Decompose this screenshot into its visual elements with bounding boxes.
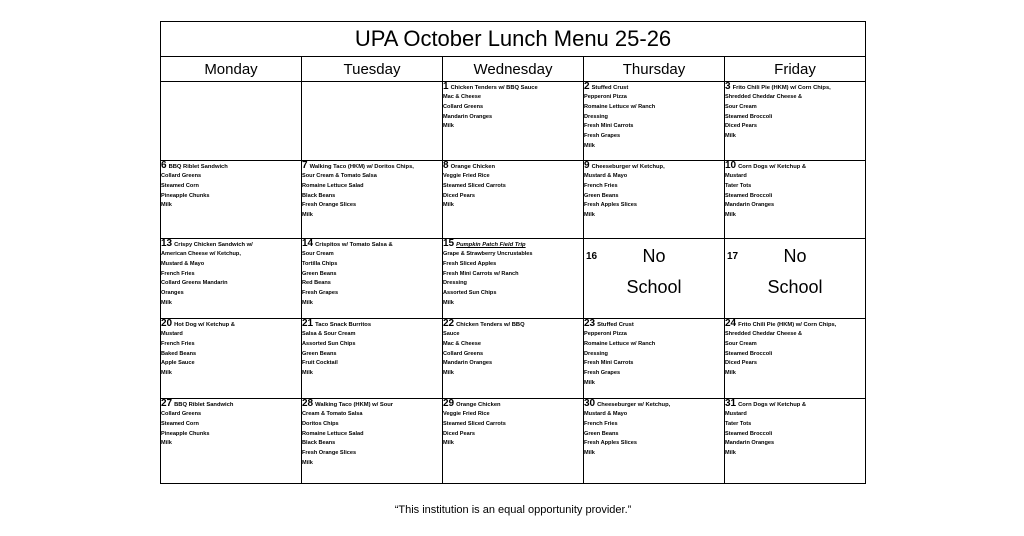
menu-item: Mustard — [725, 411, 747, 417]
week-row — [161, 319, 866, 399]
menu-item: Assorted Sun Chips — [302, 340, 356, 347]
entree-line — [302, 239, 442, 250]
entree-name: Cheeseburger w/ Ketchup, — [597, 402, 671, 408]
date-number: 6 — [161, 160, 167, 171]
entree-name: Corn Dogs w/ Ketchup & — [738, 402, 807, 408]
entree-line — [443, 161, 583, 172]
menu-item: Fresh Orange Slices — [302, 450, 357, 457]
menu-item: Milk — [584, 142, 595, 149]
entree-line — [443, 239, 583, 250]
menu-item: Fresh Apples Slices — [584, 440, 637, 447]
day-cell-monday — [161, 161, 302, 239]
menu-item: French Fries — [161, 340, 195, 347]
menu-item: Collard Greens — [443, 350, 484, 357]
menu-item: Dressing — [584, 113, 608, 120]
day-cell-monday — [161, 319, 302, 399]
field-trip-label: Pumpkin Patch Field Trip — [456, 242, 526, 248]
menu-item: Collard Greens — [443, 103, 484, 110]
entree-line — [161, 319, 301, 330]
entree-name: Cheeseburger w/ Ketchup, — [591, 164, 665, 170]
menu-item: Fresh Sliced Apples — [443, 260, 497, 267]
menu-item: Mustard — [161, 331, 183, 337]
day-cell-friday — [725, 82, 866, 161]
menu-item: Dressing — [443, 280, 467, 287]
entree-name: Crispy Chicken Sandwich w/ — [174, 242, 253, 248]
date-number: 13 — [161, 238, 173, 249]
menu-item: Fresh Mini Carrots w/ Ranch — [443, 270, 519, 277]
menu-item: Sour Cream & Tomato Salsa — [302, 173, 377, 179]
menu-item: Mandarin Oranges — [725, 440, 775, 447]
date-number: 30 — [584, 398, 596, 409]
entree-name: Crispitos w/ Tomato Salsa & — [315, 242, 393, 248]
menu-item: Mandarin Oranges — [725, 202, 775, 209]
date-number: 17 — [727, 251, 739, 262]
menu-item: Mustard & Mayo — [161, 260, 205, 267]
menu-item: Milk — [161, 370, 172, 377]
day-cell-thursday — [584, 161, 725, 239]
entree-name: Walking Taco (HKM) w/ Sour — [315, 402, 394, 408]
entree-line — [161, 161, 301, 172]
no-school-line: No — [783, 246, 807, 266]
week-row — [161, 161, 866, 239]
date-number: 22 — [443, 318, 455, 329]
menu-item: Green Beans — [302, 350, 337, 357]
menu-item: Diced Pears — [443, 430, 476, 437]
menu-item: Apple Sauce — [161, 360, 195, 367]
menu-item: Cream & Tomato Salsa — [302, 411, 363, 417]
menu-item: Mac & Cheese — [443, 94, 481, 100]
no-school-text — [725, 241, 865, 303]
entree-name: Orange Chicken — [450, 164, 496, 170]
day-cell-tuesday — [302, 239, 443, 319]
day-cell-tuesday — [302, 82, 443, 161]
entree-name: Taco Snack Burritos — [315, 322, 372, 328]
menu-table — [160, 21, 866, 484]
menu-item: Dressing — [584, 350, 608, 357]
entree-name: Frito Chili Pie (HKM) w/ Corn Chips, — [738, 322, 837, 328]
menu-item: Oranges — [161, 290, 184, 297]
day-cell-tuesday — [302, 399, 443, 484]
week-row — [161, 399, 866, 484]
week-row — [161, 82, 866, 161]
menu-item: French Fries — [161, 270, 195, 277]
menu-item: Pineapple Chunks — [161, 430, 210, 437]
menu-item: Milk — [584, 450, 595, 457]
menu-item: Milk — [161, 202, 172, 209]
menu-item: Veggie Fried Rice — [443, 173, 490, 179]
menu-item: Pepperoni Pizza — [584, 94, 627, 100]
day-cell-thursday — [584, 319, 725, 399]
menu-title: UPA October Lunch Menu 25-26 — [161, 22, 866, 57]
menu-item: Fresh Mini Carrots — [584, 123, 634, 130]
entree-line — [443, 319, 583, 330]
menu-item: Fruit Cocktail — [302, 360, 338, 367]
entree-name: Corn Dogs w/ Ketchup & — [738, 164, 807, 170]
entree-line — [302, 399, 442, 410]
day-cell-monday — [161, 82, 302, 161]
menu-item: Romaine Lettuce Salad — [302, 182, 364, 189]
day-cell-thursday — [584, 82, 725, 161]
menu-item: Mustard & Mayo — [584, 411, 628, 417]
day-header-thursday: Thursday — [584, 57, 725, 82]
no-school-line: No — [642, 246, 666, 266]
menu-item: French Fries — [584, 182, 618, 189]
menu-item: Milk — [443, 202, 454, 209]
no-school-block — [584, 239, 724, 315]
date-number: 29 — [443, 398, 455, 409]
menu-item: Diced Pears — [443, 192, 476, 199]
date-number: 10 — [725, 160, 737, 171]
entree-name: Orange Chicken — [456, 402, 501, 408]
day-cell-wednesday — [443, 82, 584, 161]
menu-item: Grape & Strawberry Uncrustables — [443, 251, 533, 257]
menu-item: Shredded Cheddar Cheese & — [725, 94, 803, 100]
menu-item: Milk — [161, 299, 172, 306]
day-cell-thursday — [584, 239, 725, 319]
menu-item: Steamed Broccoli — [725, 430, 773, 437]
day-cell-monday — [161, 239, 302, 319]
day-cell-monday — [161, 399, 302, 484]
menu-item: Milk — [302, 212, 313, 219]
menu-item: Mandarin Oranges — [443, 113, 493, 120]
entree-line — [725, 82, 865, 93]
date-number: 28 — [302, 398, 314, 409]
day-cell-tuesday — [302, 161, 443, 239]
menu-item: Steamed Sliced Carrots — [443, 182, 506, 189]
menu-item: Pepperoni Pizza — [584, 331, 627, 337]
menu-item: Sour Cream — [302, 251, 334, 257]
menu-item: Milk — [443, 123, 454, 130]
menu-item: Mandarin Oranges — [443, 360, 493, 367]
entree-line — [584, 319, 724, 330]
no-school-block — [725, 239, 865, 315]
equal-opportunity-statement: “This institution is an equal opportunity provider.” — [394, 504, 632, 516]
day-cell-friday — [725, 319, 866, 399]
menu-item: Milk — [725, 370, 736, 377]
menu-item: Steamed Broccoli — [725, 113, 773, 120]
menu-item: Fresh Grapes — [584, 133, 621, 140]
menu-item: Steamed Corn — [161, 182, 199, 189]
entree-line — [725, 161, 865, 172]
menu-item: Fresh Orange Slices — [302, 202, 357, 209]
entree-name: Chicken Tenders w/ BBQ Sauce — [450, 85, 538, 91]
entree-name: Frito Chili Pie (HKM) w/ Corn Chips, — [732, 85, 831, 91]
menu-item: Milk — [725, 212, 736, 219]
menu-item: Mac & Cheese — [443, 340, 481, 347]
menu-item: Veggie Fried Rice — [443, 411, 490, 417]
entree-name: BBQ Riblet Sandwich — [174, 402, 234, 408]
date-number: 15 — [443, 238, 455, 249]
menu-item: Black Beans — [302, 192, 336, 199]
menu-item: Salsa & Sour Cream — [302, 331, 356, 337]
date-number: 16 — [586, 251, 598, 262]
menu-item: Green Beans — [302, 270, 337, 277]
date-number: 9 — [584, 160, 590, 171]
entree-line — [725, 319, 865, 330]
day-header-wednesday: Wednesday — [443, 57, 584, 82]
menu-item: Mustard — [725, 173, 747, 179]
entree-line — [584, 399, 724, 410]
menu-item: Green Beans — [584, 430, 619, 437]
menu-item: Steamed Broccoli — [725, 192, 773, 199]
menu-item: Fresh Mini Carrots — [584, 360, 634, 367]
menu-item: Romaine Lettuce w/ Ranch — [584, 103, 656, 110]
menu-item: Milk — [443, 370, 454, 377]
day-cell-wednesday — [443, 399, 584, 484]
entree-name: Hot Dog w/ Ketchup & — [174, 322, 235, 328]
no-school-line: School — [767, 277, 823, 297]
date-number: 23 — [584, 318, 596, 329]
menu-item: Sauce — [443, 331, 460, 337]
menu-item: Milk — [302, 299, 313, 306]
date-number: 20 — [161, 318, 173, 329]
menu-item: Diced Pears — [725, 360, 758, 367]
menu-item: Milk — [725, 133, 736, 140]
menu-item: Fresh Grapes — [302, 290, 339, 297]
day-cell-wednesday — [443, 319, 584, 399]
menu-item: Tater Tots — [725, 182, 752, 189]
day-cell-friday — [725, 399, 866, 484]
entree-name: Stuffed Crust — [597, 322, 634, 328]
entree-name: Walking Taco (HKM) w/ Doritos Chips, — [309, 164, 414, 170]
menu-item: Mustard & Mayo — [584, 173, 628, 179]
day-cell-wednesday — [443, 161, 584, 239]
date-number: 14 — [302, 238, 314, 249]
date-number: 31 — [725, 398, 737, 409]
menu-item: Romaine Lettuce w/ Ranch — [584, 340, 656, 347]
menu-item: Diced Pears — [725, 123, 758, 130]
day-cell-thursday — [584, 399, 725, 484]
menu-item: Doritos Chips — [302, 420, 339, 427]
menu-item: Milk — [443, 440, 454, 447]
date-number: 3 — [725, 81, 731, 92]
no-school-line: School — [626, 277, 682, 297]
week-row — [161, 239, 866, 319]
menu-item: Milk — [302, 370, 313, 377]
date-number: 27 — [161, 398, 173, 409]
date-number: 8 — [443, 160, 449, 171]
menu-item: Steamed Sliced Carrots — [443, 420, 506, 427]
menu-item: Fresh Grapes — [584, 370, 621, 377]
day-cell-friday — [725, 161, 866, 239]
entree-name: BBQ Riblet Sandwich — [168, 164, 228, 170]
day-cell-friday — [725, 239, 866, 319]
menu-item: Green Beans — [584, 192, 619, 199]
menu-item: American Cheese w/ Ketchup, — [161, 251, 241, 257]
day-header-friday: Friday — [725, 57, 866, 82]
menu-item: Romaine Lettuce Salad — [302, 430, 364, 437]
menu-item: Assorted Sun Chips — [443, 290, 497, 297]
entree-name: Chicken Tenders w/ BBQ — [456, 322, 525, 328]
entree-line — [725, 399, 865, 410]
menu-item: Collard Greens — [161, 411, 202, 417]
menu-item: Milk — [584, 212, 595, 219]
menu-item: Milk — [302, 459, 313, 466]
menu-item: Milk — [725, 450, 736, 457]
entree-line — [302, 319, 442, 330]
day-cell-tuesday — [302, 319, 443, 399]
menu-item: Baked Beans — [161, 350, 197, 357]
date-number: 21 — [302, 318, 314, 329]
entree-name: Stuffed Crust — [591, 85, 629, 91]
day-cell-wednesday — [443, 239, 584, 319]
lunch-menu-sheet — [160, 21, 866, 484]
menu-item: Shredded Cheddar Cheese & — [725, 331, 803, 337]
menu-item: Pineapple Chunks — [161, 192, 210, 199]
entree-line — [161, 399, 301, 410]
entree-line — [584, 161, 724, 172]
menu-item: Milk — [584, 379, 595, 386]
day-header-row — [161, 57, 866, 82]
date-number: 7 — [302, 160, 308, 171]
menu-item: Collard Greens — [161, 173, 202, 179]
menu-item: Red Beans — [302, 280, 331, 287]
menu-item: Milk — [443, 299, 454, 306]
menu-item: Steamed Corn — [161, 420, 199, 427]
menu-item: Steamed Broccoli — [725, 350, 773, 357]
menu-item: Sour Cream — [725, 103, 757, 110]
entree-line — [302, 161, 442, 172]
day-header-monday: Monday — [161, 57, 302, 82]
menu-item: Black Beans — [302, 440, 336, 447]
menu-item: Milk — [161, 440, 172, 447]
menu-item: Collard Greens Mandarin — [161, 280, 228, 287]
menu-item: French Fries — [584, 420, 618, 427]
menu-item: Tortilla Chips — [302, 260, 338, 267]
date-number: 24 — [725, 318, 737, 329]
date-number: 1 — [443, 81, 449, 92]
menu-item: Sour Cream — [725, 340, 757, 347]
entree-line — [161, 239, 301, 250]
entree-line — [443, 82, 583, 93]
entree-line — [584, 82, 724, 93]
date-number: 2 — [584, 81, 590, 92]
entree-line — [443, 399, 583, 410]
menu-item: Tater Tots — [725, 420, 752, 427]
menu-item: Fresh Apples Slices — [584, 202, 637, 209]
no-school-text — [584, 241, 724, 303]
day-header-tuesday: Tuesday — [302, 57, 443, 82]
